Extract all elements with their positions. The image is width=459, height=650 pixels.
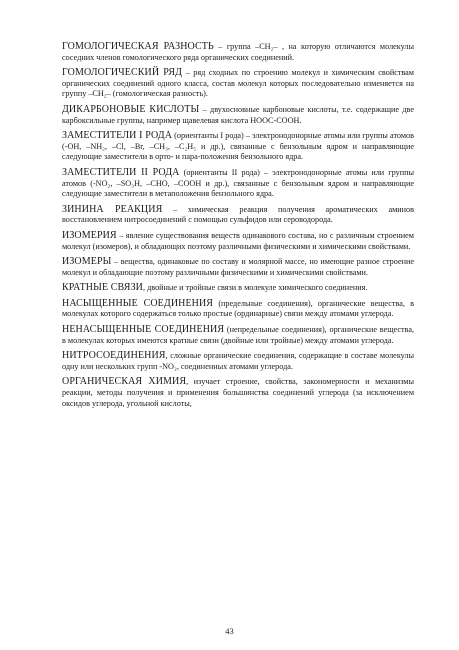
entry-term: ГОМОЛОГИЧЕСКАЯ РАЗНОСТЬ	[62, 41, 214, 52]
glossary-entry	[62, 42, 414, 63]
glossary-entry	[62, 325, 414, 346]
entry-term: ГОМОЛОГИЧЕСКИЙ РЯД	[62, 67, 183, 79]
glossary-entry	[62, 299, 414, 320]
entry-term: ОРГАНИЧЕСКАЯ ХИМИЯ	[62, 376, 187, 388]
entry-definition: – двухосновные карбоновые кислоты, т.е. содержащие две карбоксильные группы, например щавелевая кислота HOOC-COOH.	[62, 104, 414, 125]
entry-definition: (ориентанты I рода) – электронодонорные атомы или группы атомов (-OH, –NH₂, –Cl, –Br, –CH₃, –C₂H₅ и др.), связанные с бензольным ядром и направляющие следующие заместители в орто- и пара-положения бензольного ядра.	[62, 131, 414, 162]
entry-term: ДИКАРБОНОВЫЕ КИСЛОТЫ	[62, 103, 200, 115]
glossary-entry	[62, 377, 414, 409]
glossary-entry	[62, 231, 414, 252]
entry-term: НИТРОСОЕДИНЕНИЯ	[62, 350, 166, 362]
entry-term: ЗИНИНА РЕАКЦИЯ	[62, 203, 163, 215]
glossary-entry	[62, 205, 414, 226]
glossary-entry	[62, 283, 414, 294]
entry-definition: (предельные соединения), органические вещества, в молекулах которого содержаться только простые (ординарные) связи между атомами углерода.	[62, 298, 414, 319]
entry-term: ИЗОМЕРИЯ	[62, 229, 117, 241]
entry-definition: – явление существования веществ одинакового состава, но с различным строением молекул (изомеров), и обладающих поэтому различными физическими и химическими свойствами.	[62, 230, 414, 251]
entry-definition: – вещества, одинаковые по составу и молярной массе, но имеющие разное строение молекул и обладающие поэтому различными физическими и химическими свойствами.	[62, 257, 414, 277]
entry-term: НЕНАСЫЩЕННЫЕ СОЕДИНЕНИЯ	[62, 324, 225, 336]
entry-definition: , сложные органические соединения, содержащие в составе молекулы одну или нескольких групп -NO₂, соединенных атомами углерода.	[62, 351, 414, 371]
glossary-entry	[62, 168, 414, 200]
glossary-page	[62, 42, 414, 414]
entry-definition: (ориентанты II рода) – электронодонорные атомы или группы атомов (-NO₂, –SO₃H, –CHO, –COOH и др.), связанные с бензольным ядром и направляющие следующие заместители в метаположения бензольного ядра.	[62, 167, 414, 199]
page-number: 43	[225, 626, 234, 636]
entry-definition: – ряд сходных по строению молекул и химическим свойствам органических соединений одного класса, состав молекул которых последовательно изменяется на группу –CH₂– (гомологическая разность).	[62, 68, 414, 99]
entry-definition: (непредельные соединения), органические вещества, в молекулах которых имеются кратные связи (двойные или тройные) между атомами углерода.	[62, 325, 414, 345]
entry-definition: , двойные и тройные связи в молекуле химического соединения.	[143, 283, 368, 293]
entry-definition: – химическая реакция получения ароматических аминов восстановлением нитросоединений с помощью сульфидов или сероводорода.	[62, 204, 414, 225]
glossary-entry	[62, 131, 414, 163]
entry-definition: – группа –CH₂– , на которую отличаются молекулы соседних членов гомологического ряда органических соединений.	[62, 42, 414, 62]
glossary-entry	[62, 351, 414, 372]
entry-term: КРАТНЫЕ СВЯЗИ	[62, 282, 143, 294]
entry-term: ИЗОМЕРЫ	[62, 256, 112, 268]
entry-term: ЗАМЕСТИТЕЛИ II РОДА	[62, 166, 180, 178]
glossary-entry	[62, 68, 414, 100]
glossary-entry	[62, 257, 414, 278]
entry-term: НАСЫЩЕННЫЕ СОЕДИНЕНИЯ	[62, 297, 214, 309]
glossary-entry	[62, 105, 414, 126]
entry-term: ЗАМЕСТИТЕЛИ I РОДА	[62, 130, 173, 142]
entry-definition: , изучает строение, свойства, закономерности и механизмы реакции, методы получения и применения большинства соединений углерода (за исключением оксидов углерода, угольной кислоты,	[62, 377, 414, 408]
